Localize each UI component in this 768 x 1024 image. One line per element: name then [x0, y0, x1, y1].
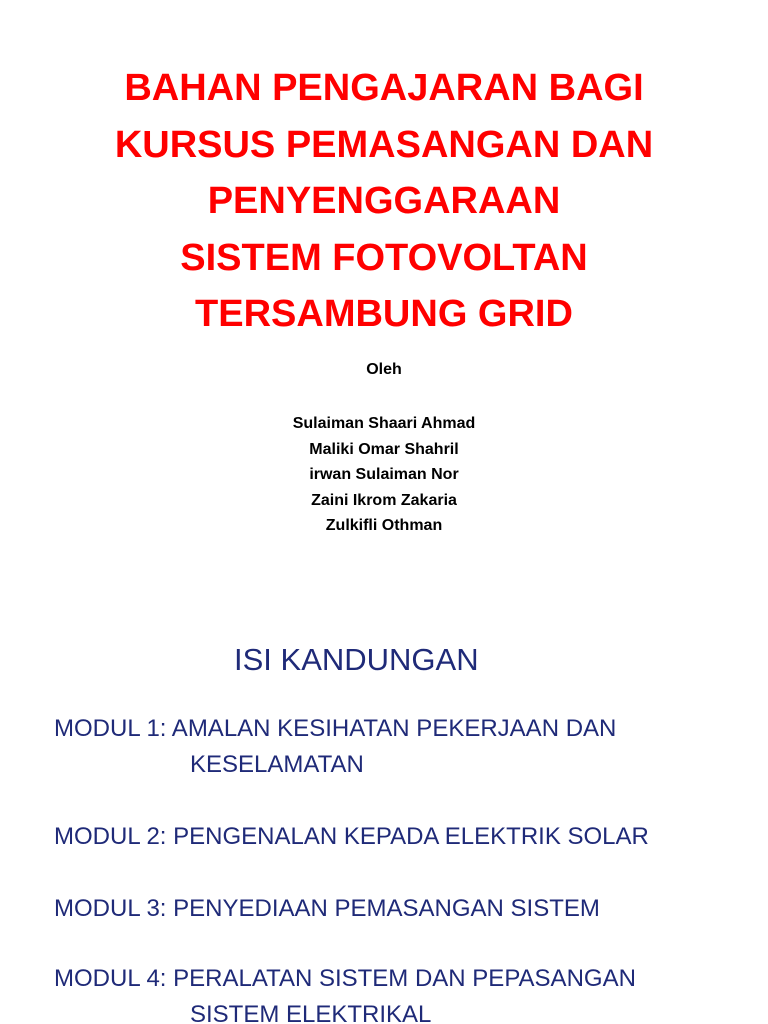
author-name: Maliki Omar Shahril — [309, 440, 459, 458]
toc-item-continuation: KESELAMATAN — [190, 751, 364, 778]
toc-item-line: MODUL 4: PERALATAN SISTEM DAN PEPASANGAN — [54, 965, 636, 992]
toc-item-line: MODUL 2: PENGENALAN KEPADA ELEKTRIK SOLAR — [54, 823, 649, 850]
toc-item-module-1 — [54, 711, 616, 783]
author-name: Zulkifli Othman — [325, 517, 443, 535]
by-label: Oleh — [366, 361, 402, 378]
toc-item-line: MODUL 3: PENYEDIAAN PEMASANGAN SISTEM — [54, 895, 600, 922]
document-title — [0, 60, 768, 343]
title-line: PENYENGGARAAN — [207, 180, 561, 222]
toc-item-continuation: SISTEM ELEKTRIKAL — [190, 1001, 432, 1024]
toc-item-module-3 — [54, 891, 600, 927]
title-line: BAHAN PENGAJARAN BAGI — [124, 67, 644, 109]
author-name: Zaini Ikrom Zakaria — [311, 491, 457, 509]
author-name: irwan Sulaiman Nor — [309, 466, 459, 484]
title-line: SISTEM FOTOVOLTAN — [180, 236, 588, 279]
title-line: KURSUS PEMASANGAN DAN — [114, 123, 654, 166]
toc-item-module-4 — [54, 961, 636, 1024]
author-list — [0, 411, 768, 539]
author-name: Sulaiman Shaari Ahmad — [292, 415, 476, 432]
title-line: TERSAMBUNG GRID — [195, 293, 573, 335]
toc-item-line: MODUL 1: AMALAN KESIHATAN PEKERJAAN DAN — [54, 715, 617, 742]
toc-heading: ISI KANDUNGAN — [234, 642, 479, 677]
toc-item-module-2 — [54, 819, 649, 855]
